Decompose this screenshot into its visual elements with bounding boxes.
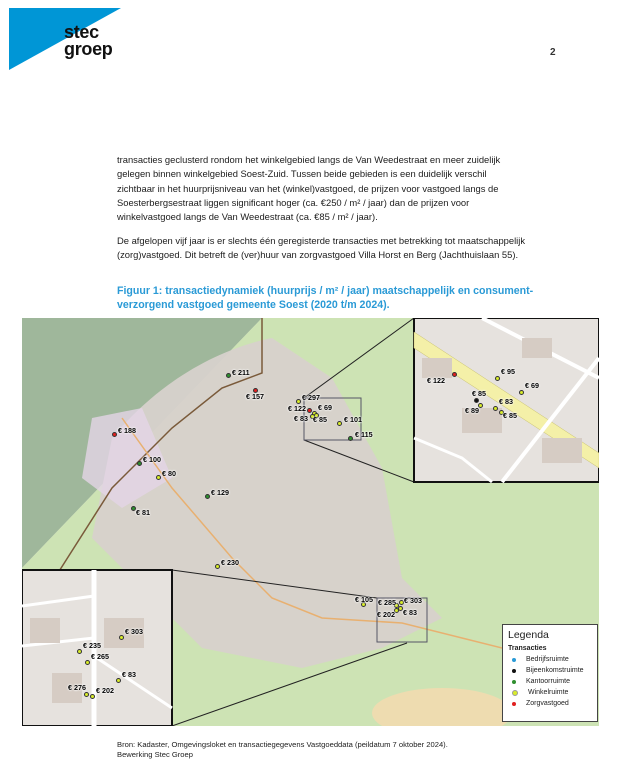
legend-dot-icon — [512, 690, 518, 696]
inset-marker-dot[interactable] — [116, 678, 121, 683]
inset-marker-label: € 85 — [472, 389, 486, 398]
inset-marker-dot[interactable] — [519, 390, 524, 395]
marker-label: € 100 — [143, 455, 161, 464]
marker-label: € 157 — [246, 392, 264, 401]
inset-marker-label: € 69 — [525, 381, 539, 390]
inset-marker-label: € 303 — [125, 627, 143, 636]
logo-line2: groep — [64, 39, 113, 59]
marker-dot[interactable] — [226, 373, 231, 378]
inset-marker-label: € 265 — [91, 652, 109, 661]
figure-title: Figuur 1: transactiedynamiek (huurprijs / m² / jaar) maatschappelijk en consument-verzorgend vastgoed gemeente Soest (2020 t/m 2024). — [117, 285, 534, 311]
marker-dot[interactable] — [337, 421, 342, 426]
inset-marker-dot[interactable] — [452, 372, 457, 377]
marker-label: € 80 — [162, 469, 176, 478]
inset-marker-dot[interactable] — [119, 635, 124, 640]
marker-label: € 211 — [232, 368, 250, 377]
marker-label: € 285 — [378, 598, 396, 607]
marker-dot[interactable] — [205, 494, 210, 499]
legend-label: Bijeenkomstruimte — [526, 667, 584, 674]
legend-dot-icon — [512, 658, 516, 662]
inset-marker-label: € 202 — [96, 686, 114, 695]
inset-marker-dot[interactable] — [474, 398, 479, 403]
marker-label: € 83 — [294, 414, 308, 423]
marker-label: € 115 — [355, 430, 373, 439]
inset-marker-dot[interactable] — [495, 376, 500, 381]
inset-marker-label: € 235 — [83, 641, 101, 650]
inset-marker-label: € 89 — [465, 406, 479, 415]
legend-title: Legenda — [508, 629, 549, 641]
inset-marker-label: € 122 — [427, 376, 445, 385]
legend-label: Bedrijfsruimte — [526, 656, 569, 663]
inset-marker-dot[interactable] — [85, 660, 90, 665]
inset-marker-dot[interactable] — [77, 649, 82, 654]
marker-label: € 297 — [302, 393, 320, 402]
marker-dot[interactable] — [112, 432, 117, 437]
legend-dot-icon — [512, 702, 516, 706]
marker-dot[interactable] — [137, 461, 142, 466]
legend-dot-icon — [512, 680, 516, 684]
marker-label: € 69 — [318, 403, 332, 412]
marker-label: € 85 — [313, 415, 327, 424]
inset-marker-dot[interactable] — [90, 694, 95, 699]
inset-marker-label: € 83 — [122, 670, 136, 679]
body-paragraph-2: De afgelopen vijf jaar is er slechts één geregisterde transacties met betrekking tot maatschappelijk (zorg)vastgoed. Dit betreft de (ver)huur van zorgvastgoed Villa Horst en Berg (Jachthuislaan 55). — [117, 235, 526, 261]
marker-label: € 122 — [288, 404, 306, 413]
logo-line1: stec — [64, 22, 99, 42]
marker-label: € 202 — [377, 610, 395, 619]
legend-label: Kantoorruimte — [526, 678, 570, 685]
legend-item-winkelruimte — [508, 687, 592, 698]
marker-dot[interactable] — [156, 475, 161, 480]
source-line-2: Bewerking Stec Groep — [117, 750, 193, 759]
marker-label: € 81 — [136, 508, 150, 517]
marker-label: € 230 — [221, 558, 239, 567]
legend-item-zorgvastgoed — [508, 698, 592, 709]
marker-dot[interactable] — [215, 564, 220, 569]
marker-label: € 188 — [118, 426, 136, 435]
legend-item-kantoorruimte — [508, 676, 592, 687]
marker-dot[interactable] — [348, 436, 353, 441]
inset-marker-label: € 85 — [503, 411, 517, 420]
inset-marker-label: € 95 — [501, 367, 515, 376]
map-legend — [502, 624, 598, 722]
legend-dot-icon — [512, 669, 516, 673]
legend-label: Winkelruimte — [528, 689, 569, 696]
marker-label: € 303 — [404, 596, 422, 605]
legend-item-bijeenkomstruimte — [508, 665, 592, 676]
inset-marker-dot[interactable] — [84, 692, 89, 697]
inset-marker-dot[interactable] — [493, 406, 498, 411]
legend-label: Zorgvastgoed — [526, 700, 569, 707]
marker-label: € 83 — [403, 608, 417, 617]
inset-marker-label: € 276 — [68, 683, 86, 692]
legend-item-bedrijfsruimte — [508, 654, 592, 665]
logo — [64, 24, 113, 58]
figure-source — [117, 740, 537, 760]
marker-label: € 105 — [355, 595, 373, 604]
marker-label: € 129 — [211, 488, 229, 497]
page-number: 2 — [550, 47, 556, 58]
marker-label: € 101 — [344, 415, 362, 424]
inset-marker-label: € 83 — [499, 397, 513, 406]
legend-subtitle: Transacties — [508, 645, 547, 652]
source-line-1: Bron: Kadaster, Omgevingsloket en transactiegegevens Vastgoeddata (peildatum 7 oktober 2024). — [117, 740, 448, 749]
body-paragraph-1: transacties geclusterd rondom het winkelgebied langs de Van Weedestraat en meer zuidelijk gelegen binnen winkelgebied Soest-Zuid. Tussen beide gebieden is een duidelijk verschil zichtbaar in het huurprijsniveau van het (winkel)vastgoed, de prijzen voor vastgoed langs de Soesterbergsestraat liggen significant hoger (ca. €250 / m² / jaar) dan de prijzen voor winkelvastgoed langs de Van Weedestraat (ca. €85 / m² / jaar). — [117, 154, 501, 223]
